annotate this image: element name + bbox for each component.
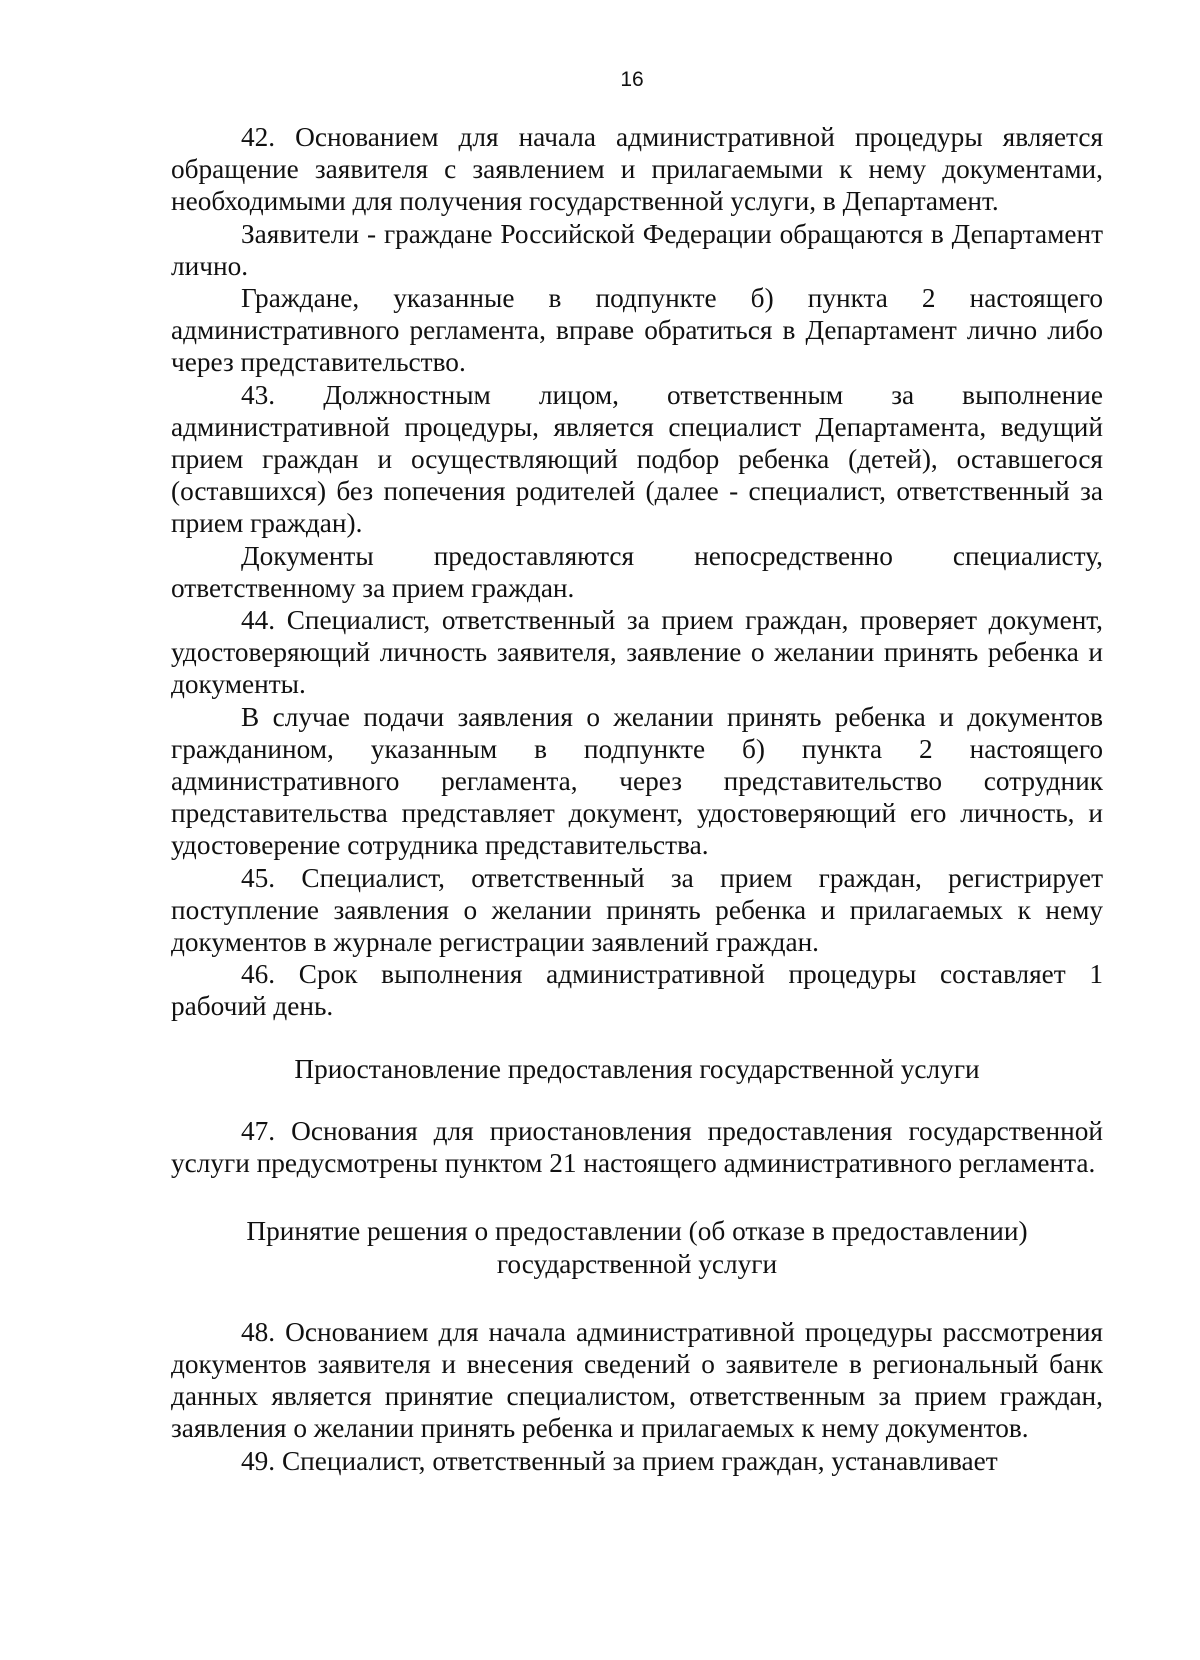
section-heading-decision [171,1215,1103,1279]
paragraph-49: 49. Специалист, ответственный за прием граждан, устанавливает [241,1445,998,1476]
section-heading-decision-line1: Принятие решения о предоставлении (об отказе в предоставлении) [246,1216,1028,1247]
paragraph-documents: Документы предоставляются непосредственно специалисту, ответственному за прием граждан. [171,540,1103,603]
section-heading-suspension: Приостановление предоставления государственной услуги [294,1053,980,1084]
paragraph-citizens: Граждане, указанные в подпункте б) пункта 2 настоящего административного регламента, вправе обратиться в Департамент лично либо через представительство. [171,283,1103,378]
section-heading-decision-line2: государственной услуги [496,1248,778,1279]
paragraph-48: 48. Основанием для начала административной процедуры рассмотрения документов заявителя и внесения сведений о заявителе в региональный банк данных является принятие специалистом, ответственным за прием граждан, заявления о желании принять ребенка и прилагаемых к нему документов. [171,1316,1103,1444]
paragraph-43: 43. Должностным лицом, ответственным за выполнение административной процедуры, является специалист Департамента, ведущий прием граждан и осуществляющий подбор ребенка (детей), оставшегося (оставшихся) без попечения родителей (далее - специалист, ответственный за прием граждан). [171,379,1103,539]
paragraph-representation: В случае подачи заявления о желании принять ребенка и документов гражданином, указанным в подпункте б) пункта 2 настоящего административного регламента, через представительство сотрудник представительства представляет документ, удостоверяющий его личность, и удостоверение сотрудника представительства. [171,701,1103,861]
paragraph-applicants: Заявители - граждане Российской Федерации обращаются в Департамент лично. [171,218,1103,281]
paragraph-46: 46. Срок выполнения административной процедуры составляет 1 рабочий день. [171,959,1103,1022]
paragraph-47: 47. Основания для приостановления предоставления государственной услуги предусмотрены пунктом 21 настоящего административного регламента. [171,1115,1103,1179]
document-body [171,121,1103,1477]
paragraph-42: 42. Основанием для начала административной процедуры является обращение заявителя с заявлением и прилагаемыми к нему документами, необходимыми для получения государственной услуги, в Департамент. [171,122,1103,217]
paragraph-44: 44. Специалист, ответственный за прием граждан, проверяет документ, удостоверяющий личность заявителя, заявление о желании принять ребенка и документы. [171,605,1103,700]
paragraph-45: 45. Специалист, ответственный за прием граждан, регистрирует поступление заявления о желании принять ребенка и прилагаемых к нему документов в журнале регистрации заявлений граждан. [171,862,1103,958]
page-number: 16 [620,68,644,91]
